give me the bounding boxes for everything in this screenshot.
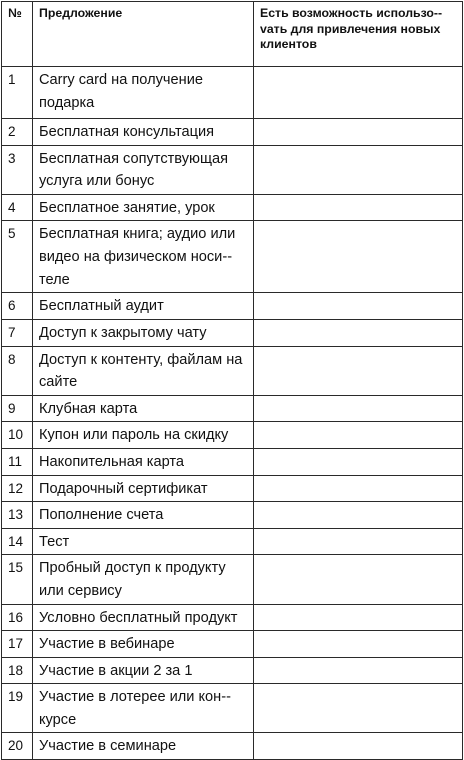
row-can-use [254, 733, 463, 760]
row-offer: Бесплатная книга; аудио или видео на физическом носи-теле [33, 221, 254, 293]
table-row [2, 475, 463, 502]
table-row [2, 528, 463, 555]
row-offer: Carry card на получение подарка [33, 67, 254, 119]
row-offer: Тест [33, 528, 254, 555]
row-offer: Участие в вебинаре [33, 631, 254, 658]
row-can-use [254, 555, 463, 604]
table-row [2, 422, 463, 449]
row-number: 13 [2, 502, 33, 529]
row-number: 17 [2, 631, 33, 658]
row-can-use [254, 657, 463, 684]
row-number: 18 [2, 657, 33, 684]
row-offer: Бесплатная консультация [33, 119, 254, 146]
row-can-use [254, 293, 463, 320]
table-row [2, 684, 463, 733]
row-can-use [254, 194, 463, 221]
table-row [2, 502, 463, 529]
row-offer: Бесплатное занятие, урок [33, 194, 254, 221]
table-row [2, 657, 463, 684]
table-row [2, 631, 463, 658]
table-header-row [2, 2, 463, 67]
row-offer: Условно бесплатный продукт [33, 604, 254, 631]
table-row [2, 194, 463, 221]
row-offer: Клубная карта [33, 395, 254, 422]
row-offer: Доступ к закрытому чату [33, 319, 254, 346]
row-offer: Купон или пароль на скидку [33, 422, 254, 449]
row-offer: Пополнение счета [33, 502, 254, 529]
table-row [2, 67, 463, 119]
table-row [2, 733, 463, 760]
row-can-use [254, 145, 463, 194]
offers-table [1, 1, 463, 760]
row-offer: Бесплатный аудит [33, 293, 254, 320]
row-number: 7 [2, 319, 33, 346]
row-can-use [254, 119, 463, 146]
header-offer: Предложение [33, 2, 254, 67]
row-can-use [254, 631, 463, 658]
row-number: 5 [2, 221, 33, 293]
row-number: 16 [2, 604, 33, 631]
table-row [2, 604, 463, 631]
row-offer: Накопительная карта [33, 448, 254, 475]
table-row [2, 221, 463, 293]
row-number: 10 [2, 422, 33, 449]
table-row [2, 395, 463, 422]
row-can-use [254, 346, 463, 395]
table-row [2, 145, 463, 194]
row-can-use [254, 528, 463, 555]
row-number: 15 [2, 555, 33, 604]
row-offer: Участие в акции 2 за 1 [33, 657, 254, 684]
table-row [2, 448, 463, 475]
row-can-use [254, 67, 463, 119]
table-row [2, 319, 463, 346]
table-row [2, 555, 463, 604]
row-number: 19 [2, 684, 33, 733]
row-offer: Бесплатная сопутствующая услуга или бонус [33, 145, 254, 194]
row-number: 12 [2, 475, 33, 502]
table-row [2, 119, 463, 146]
row-number: 6 [2, 293, 33, 320]
row-can-use [254, 221, 463, 293]
table-row [2, 346, 463, 395]
row-can-use [254, 319, 463, 346]
row-number: 14 [2, 528, 33, 555]
row-offer: Участие в лотерее или кон-курсе [33, 684, 254, 733]
row-can-use [254, 395, 463, 422]
row-number: 2 [2, 119, 33, 146]
row-number: 1 [2, 67, 33, 119]
header-can-use: Есть возможность использо-vать для привлечения новых клиентов [254, 2, 463, 67]
row-number: 4 [2, 194, 33, 221]
row-number: 20 [2, 733, 33, 760]
row-can-use [254, 684, 463, 733]
row-can-use [254, 422, 463, 449]
row-number: 9 [2, 395, 33, 422]
row-can-use [254, 604, 463, 631]
row-number: 11 [2, 448, 33, 475]
row-can-use [254, 448, 463, 475]
table-row [2, 293, 463, 320]
row-can-use [254, 502, 463, 529]
row-offer: Пробный доступ к продукту или сервису [33, 555, 254, 604]
row-offer: Доступ к контенту, файлам на сайте [33, 346, 254, 395]
row-offer: Подарочный сертификат [33, 475, 254, 502]
row-number: 3 [2, 145, 33, 194]
header-number: № [2, 2, 33, 67]
row-offer: Участие в семинаре [33, 733, 254, 760]
row-number: 8 [2, 346, 33, 395]
row-can-use [254, 475, 463, 502]
